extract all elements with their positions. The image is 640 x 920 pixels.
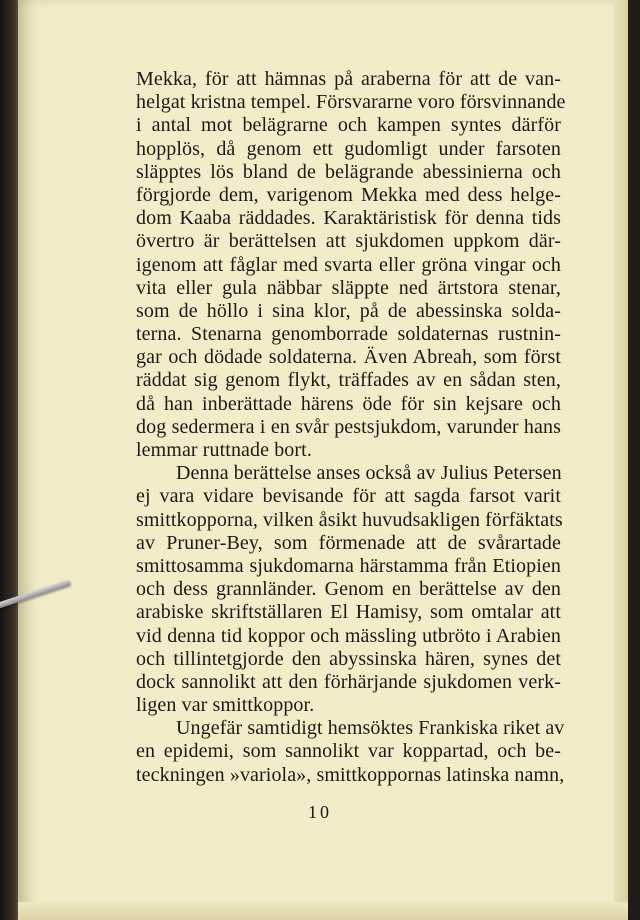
text-line: igenom att fåglar med svarta eller gröna vingar och <box>136 253 561 276</box>
text-line: Denna berättelse anses också av Julius Petersen <box>176 462 562 485</box>
text-line: då han inberättade härens öde för sin kejsare och <box>136 392 561 415</box>
text-line: Ungefär samtidigt hemsöktes Frankiska riket av <box>176 717 565 740</box>
text-line: en epidemi, som sannolikt var koppartad, och be- <box>136 740 561 763</box>
page-number: 10 <box>308 802 332 822</box>
text-line: teckningen »variola», smittkoppornas latinska namn, <box>136 763 565 786</box>
text-line: och tillintetgjorde den abyssinska hären, synes det <box>136 647 561 670</box>
text-line: ligen var smittkoppor. <box>136 694 315 717</box>
text-line: släpptes lös bland de belägrande abessinierna och <box>136 160 561 183</box>
text-line: ej vara vidare bevisande för att sagda farsot varit <box>136 485 561 508</box>
text-line: övertro är berättelsen att sjukdomen uppkom där- <box>136 230 561 253</box>
text-line: som de höllo i sina klor, på de abessinska solda- <box>136 299 561 322</box>
text-line: dom Kaaba räddades. Karaktäristisk för denna tids <box>136 207 561 230</box>
text-line: helgat kristna tempel. Försvararne voro försvinnande <box>136 91 566 114</box>
text-line: Mekka, för att hämnas på araberna för att de van- <box>136 68 561 90</box>
page-bottom-edge <box>18 902 628 920</box>
text-line: hopplös, då genom ett gudomligt under farsoten <box>136 137 561 160</box>
body-text <box>136 68 566 787</box>
text-line: smittosamma sjukdomarna härstamma från Etiopien <box>136 554 561 577</box>
text-line: vita eller gula näbbar släppte ned ärtstora stenar, <box>136 276 561 299</box>
text-line: i antal mot belägrarne och kampen syntes därför <box>136 114 561 137</box>
text-line: förgjorde dem, varigenom Mekka med dess helge- <box>136 183 561 206</box>
text-line: vid denna tid koppor och mässling utbröto i Arabien <box>136 624 561 647</box>
text-line: terna. Stenarna genomborrade soldaternas rustnin- <box>136 323 561 346</box>
text-line: av Pruner-Bey, som förmenade att de svårartade <box>136 531 561 554</box>
text-line: dog sedermera i en svår pestsjukdom, varunder hans <box>136 415 561 438</box>
text-line: arabiske skriftställaren El Hamisy, som omtalar att <box>136 601 561 624</box>
text-line: räddat sig genom flykt, träffades av en sådan sten, <box>136 369 561 392</box>
text-line: lemmar ruttnade bort. <box>136 439 312 461</box>
text-line: gar och dödade soldaterna. Även Abreah, som först <box>136 346 561 369</box>
text-line: och dess grannländer. Genom en berättelse av den <box>136 578 561 601</box>
page-edge <box>614 0 628 920</box>
text-line: smittkopporna, vilken åsikt huvudsakligen förfäktats <box>136 508 563 531</box>
text-line: dock sannolikt att den förhärjande sjukdomen verk- <box>136 670 561 693</box>
